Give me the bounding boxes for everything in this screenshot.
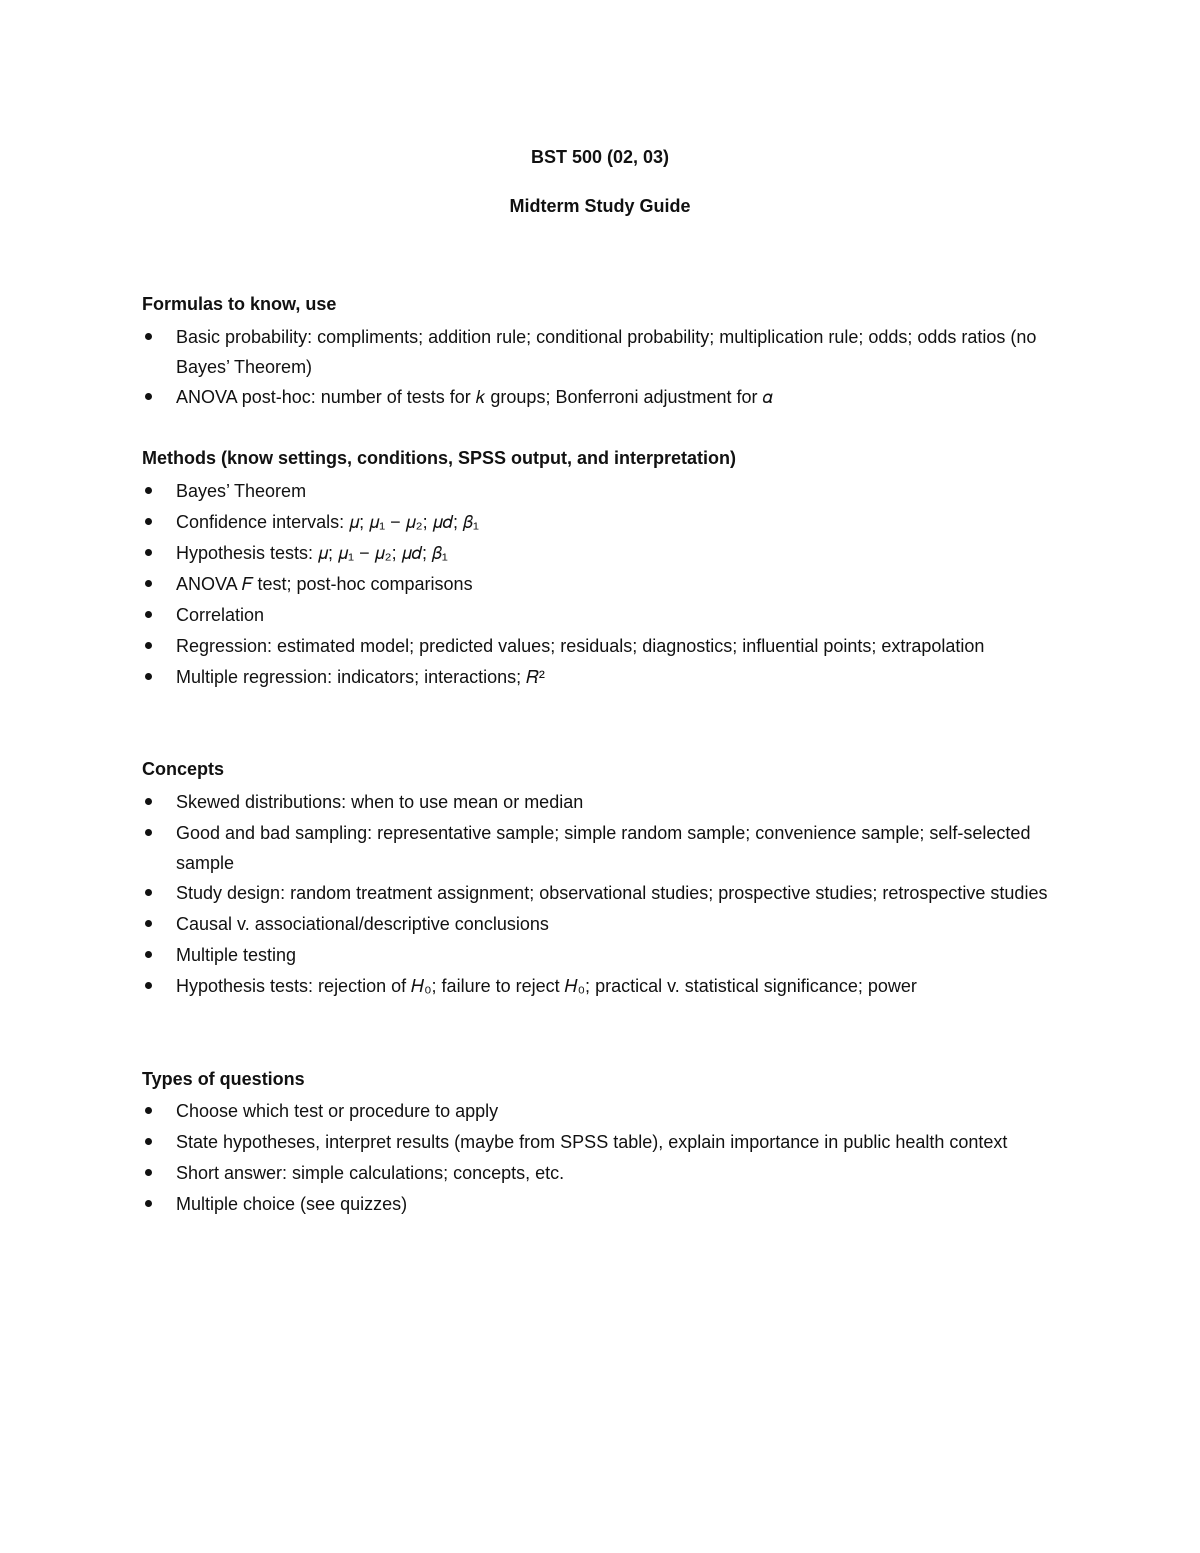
list-item-text: Choose which test or procedure to apply [176,1101,499,1121]
bullet-icon [145,611,152,618]
list-item-text: Regression: estimated model; predicted values; residuals; diagnostics; influential points; extrapolation [176,636,985,656]
list-item [142,476,1072,507]
list-item-text: Hypothesis tests: 𝜇; 𝜇₁ − 𝜇₂; 𝜇𝑑; 𝛽₁ [176,543,448,563]
list-item-text: Study design: random treatment assignment; observational studies; prospective studies; retrospective studies [176,883,1048,903]
list-item [142,787,1072,818]
bullet-icon [145,951,152,958]
list-item-text: ANOVA 𝐹 test; post-hoc comparisons [176,574,473,594]
list-item [142,662,1072,693]
bullet-icon [145,642,152,649]
list-item [142,1096,1072,1127]
list-item [142,569,1072,600]
list-item-text: Basic probability: compliments; addition rule; conditional probability; multiplication rule; odds; odds ratios (no Bayes’ Theorem) [176,327,1037,377]
section-heading-concepts: Concepts [142,759,225,779]
list-item-text: Short answer: simple calculations; concepts, etc. [176,1163,565,1183]
list-item [142,971,1072,1002]
list-item-text: Multiple choice (see quizzes) [176,1194,408,1214]
list-item [142,818,1072,878]
list-item [142,538,1072,569]
list-item [142,507,1072,538]
bullet-icon [145,549,152,556]
list-item-text: Causal v. associational/descriptive conclusions [176,914,549,934]
list-item [142,909,1072,940]
bullet-icon [145,1169,152,1176]
bullet-icon [145,333,152,340]
bullet-icon [145,1138,152,1145]
questions-list [142,1096,1072,1220]
list-item [142,878,1072,909]
methods-list [142,476,1072,693]
bullet-icon [145,393,152,400]
list-item [142,382,1072,413]
list-item-text: Multiple regression: indicators; interactions; 𝑅² [176,667,545,687]
list-item-text: ANOVA post-hoc: number of tests for 𝑘 groups; Bonferroni adjustment for 𝛼 [176,387,773,407]
bullet-icon [145,1107,152,1114]
bullet-icon [145,487,152,494]
list-item [142,1189,1072,1220]
list-item-text: Correlation [176,605,265,625]
concepts-list [142,787,1072,1002]
bullet-icon [145,673,152,680]
bullet-icon [145,798,152,805]
section-heading-formulas: Formulas to know, use [142,294,337,314]
list-item [142,631,1072,662]
list-item-text: Bayes’ Theorem [176,481,307,501]
list-item [142,1158,1072,1189]
list-item-text: Confidence intervals: 𝜇; 𝜇₁ − 𝜇₂; 𝜇𝑑; 𝛽₁ [176,512,479,532]
bullet-icon [145,518,152,525]
list-item [142,1127,1072,1158]
document-title: Midterm Study Guide [509,196,691,216]
list-item-text: Skewed distributions: when to use mean or median [176,792,584,812]
formulas-list [142,322,1072,413]
list-item [142,322,1072,382]
list-item [142,600,1072,631]
bullet-icon [145,1200,152,1207]
list-item-text: Multiple testing [176,945,297,965]
bullet-icon [145,982,152,989]
list-item-text: Hypothesis tests: rejection of 𝐻₀; failure to reject 𝐻₀; practical v. statistical significance; power [176,976,917,996]
section-heading-methods: Methods (know settings, conditions, SPSS output, and interpretation) [142,448,736,468]
list-item [142,940,1072,971]
bullet-icon [145,829,152,836]
bullet-icon [145,889,152,896]
bullet-icon [145,580,152,587]
list-item-text: State hypotheses, interpret results (maybe from SPSS table), explain importance in public health context [176,1132,1008,1152]
list-item-text: Good and bad sampling: representative sample; simple random sample; convenience sample; self-selected sample [176,823,1031,873]
bullet-icon [145,920,152,927]
section-heading-questions: Types of questions [142,1069,305,1089]
course-code: BST 500 (02, 03) [530,147,670,167]
